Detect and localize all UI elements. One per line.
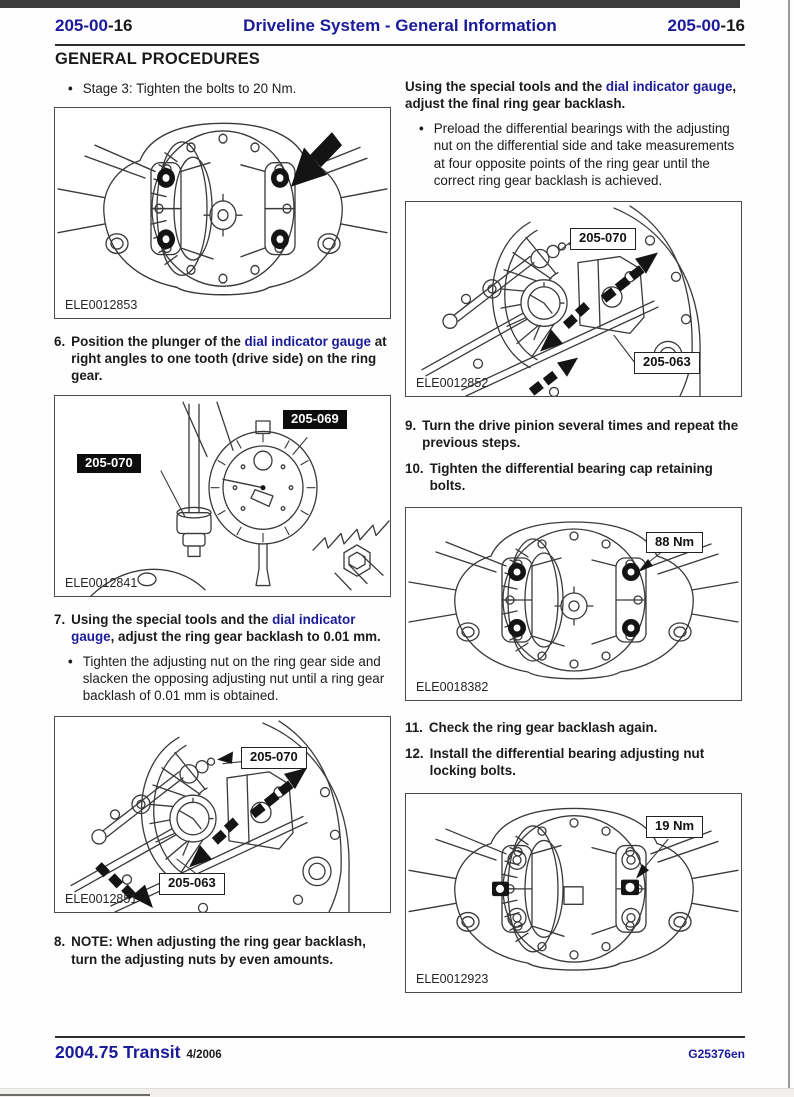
figure-id: ELE0012853 [65,298,138,313]
intro-text [405,78,742,112]
page-footer [55,1042,745,1063]
step-text-post: , adjust the ring gear backlash to 0.01 mm. [110,628,381,644]
scan-edge-right [788,0,790,1088]
tool-callout-205-070: 205-070 [241,747,307,769]
step-number: 8. [54,934,66,950]
footer-model: 2004.75 Transit [55,1042,181,1062]
step-text-pre: Position the plunger of the [71,334,245,350]
torque-callout-19nm: 19 Nm [646,816,703,838]
tool-callout-205-070: 205-070 [77,454,141,474]
step-7-bullet [68,653,391,704]
step-number: 10. [405,461,424,477]
special-tool-link[interactable]: dial indicator gauge [605,79,733,94]
bullet-text: Preload the differential bearings with the adjusting nut on the differential side and take measurements at four opposite points of the ring gear until the correct ring gear backlash is achieved. [433,121,735,188]
step-text [71,333,391,384]
step-number: 7. [54,611,66,627]
step-number: 9. [405,417,417,433]
tool-callout-205-070: 205-070 [570,228,636,250]
figure-id: ELE0012841 [65,575,138,590]
page-header [55,16,745,36]
tool-callout-205-069: 205-069 [283,410,347,430]
section-code-left-suffix: -16 [107,16,133,35]
step-number: 12. [405,745,424,761]
figure-dial-indicator-gauge [54,395,391,597]
step-text: Check the ring gear backlash again. [428,719,658,735]
section-code-left [55,16,133,36]
figure-final-backlash [405,201,742,397]
step-text: Install the differential bearing adjusting nut locking bolts. [429,745,705,778]
page-title: Driveline System - General Information [243,16,557,35]
step-text-post: at right angles to one tooth (drive side) on the ring gear. [71,334,387,384]
footer-model-group [55,1042,222,1063]
step-12 [405,745,742,779]
step-text [71,611,391,645]
figure-bearing-cap-torque [405,507,742,701]
pointer-arrow-icon [291,132,342,187]
section-title: GENERAL PROCEDURES [55,50,260,68]
figure-id: ELE0012923 [416,972,489,987]
bullet-marker [68,653,73,704]
special-tool-link[interactable]: dial indicator gauge [244,334,371,350]
section-code-right-main: 205-00 [667,16,721,35]
tool-callout-205-063: 205-063 [634,352,700,374]
stage3-bullet [68,80,391,97]
step-text: Tighten the differential bearing cap retaining bolts. [429,461,713,494]
stage3-text: Stage 3: Tighten the bolts to 20 Nm. [82,81,297,96]
bullet-marker [419,120,424,189]
torque-callout-88nm: 88 Nm [646,532,703,554]
bullet-text: Tighten the adjusting nut on the ring gear side and slacken the opposing adjusting nut until a ring gear backlash of 0.01 mm is obtained. [82,653,385,704]
step-8 [54,933,391,967]
intro-bullet [419,120,742,189]
differential-rear-illustration [55,108,390,318]
footer-doc-code: G25376en [688,1047,745,1061]
scan-edge-bottom-line [0,1094,150,1096]
step-number: 11. [405,719,423,735]
intro-post: , adjust the final ring gear backlash. [405,79,737,112]
step-10 [405,460,742,494]
figure-differential-bolts [54,107,391,319]
scan-edge-top [0,0,740,8]
special-tool-link[interactable]: dial indicator gauge [71,611,356,644]
step-7 [54,611,391,645]
figure-locking-bolt-torque [405,793,742,993]
figure-id: ELE0018382 [416,679,489,694]
step-9 [405,417,742,451]
figure-id: ELE0012851 [65,892,138,907]
footer-issue-date: 4/2006 [186,1049,222,1061]
right-column [405,78,742,993]
tool-callout-205-063: 205-063 [159,873,225,895]
step-text: Turn the drive pinion several times and repeat the previous steps. [422,417,739,451]
figure-backlash-measurement [54,716,391,913]
bullet-marker [68,80,73,97]
left-column [54,78,391,968]
step-number: 6. [54,334,66,350]
figure-id: ELE0012852 [416,375,489,390]
footer-rule [55,1036,745,1038]
step-11 [405,719,742,736]
header-rule [55,44,745,46]
section-code-left-main: 205-00 [55,16,108,35]
step-6 [54,333,391,384]
intro-pre: Using the special tools and the [405,79,606,94]
section-code-right [667,16,745,36]
step-text: NOTE: When adjusting the ring gear backlash, turn the adjusting nuts by even amounts. [71,934,366,967]
step-text-pre: Using the special tools and the [71,611,273,627]
section-code-right-suffix: -16 [720,16,745,35]
